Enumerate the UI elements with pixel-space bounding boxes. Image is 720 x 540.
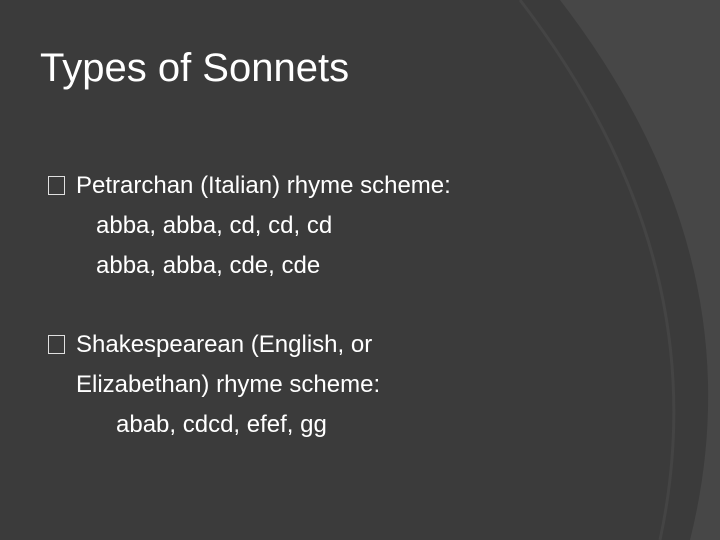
bullet-text-continuation: Elizabethan) rhyme scheme:	[76, 371, 381, 398]
bullet-text-line: Shakespearean (English, or	[76, 331, 373, 358]
square-bullet-icon	[48, 176, 65, 195]
rhyme-scheme-line: abba, abba, cde, cde	[96, 252, 321, 279]
bullet-text-line: Petrarchan (Italian) rhyme scheme:	[76, 172, 451, 199]
slide-title: Types of Sonnets	[40, 46, 350, 90]
bullet-item-shakespearean	[48, 325, 380, 445]
rhyme-scheme-line: abba, abba, cd, cd, cd	[96, 212, 333, 239]
square-bullet-icon	[48, 335, 65, 354]
rhyme-scheme-line: abab, cdcd, efef, gg	[116, 411, 327, 438]
bullet-item-petrarchan	[48, 166, 451, 286]
